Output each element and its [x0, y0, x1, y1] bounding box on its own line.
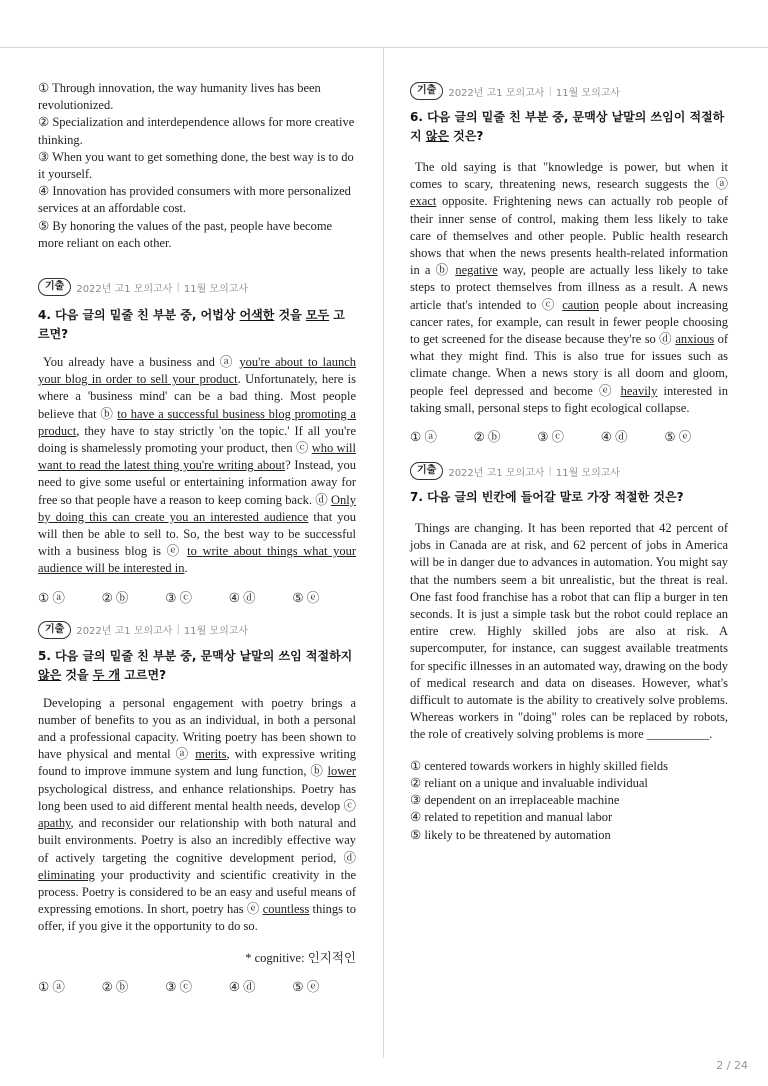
q7-option-3[interactable]: ③ dependent on an irreplaceable machine	[410, 793, 620, 808]
q7-option-2[interactable]: ② reliant on a unique and invaluable individual	[410, 775, 648, 790]
past-exam-badge: 기출	[38, 621, 71, 639]
past-exam-badge: 기출	[410, 462, 443, 480]
q4-title: 4. 다음 글의 밑줄 친 부분 중, 어법상 어색한 것을 모두 고르면?	[38, 308, 345, 342]
underline-d: anxious	[675, 332, 715, 347]
answer-choice-4[interactable]: ④ ⓓ	[228, 979, 256, 994]
past-exam-badge: 기출	[410, 82, 443, 100]
left-column	[38, 80, 356, 996]
underline-e: countless	[262, 902, 310, 917]
answer-choice-5[interactable]: ⑤ ⓔ	[664, 430, 692, 445]
underline-c: apathy	[38, 816, 71, 831]
answer-choice-4[interactable]: ④ ⓓ	[228, 590, 256, 605]
q3-options	[38, 80, 356, 252]
q7-options	[410, 758, 728, 844]
q4-passage: You already have a business and ⓐ you're about to launch your blog in order to sell your product. Unfortunately, here is where a 'business mind' can be a bad thing. Most people believe that ⓑ to have a successful business blog promoting a product, they have to stay strictly 'on the topic.' If all you're doing is shamelessly promoting your product, then ⓒ who will want to read the latest thing you're writing about? Instead, you need to give some useful or entertaining information away for free so that people have a reason to keep coming back. ⓓ Only by doing this can create you an interested audience that you will then be able to sell to. So, the best way to be successful with a business blog is ⓔ to write about things what your audience will be interested in.	[38, 355, 357, 576]
q4-source-tag: 기출 2022년 고1 모의고사 | 11월 모의고사	[38, 276, 356, 298]
q7-passage: Things are changing. It has been reported that 42 percent of jobs in Canada are at risk, and 62 percent of jobs in America will be in danger due to advances in automation. You might say that the numbers seem a bit unrealistic, but the threat is real. One fast food franchise has a robot that can flip a burger in ten seconds. It is just a simple task but the robot could replace an entire crew. Highly skilled jobs are also at risk. A supercomputer, for instance, can suggest available treatments for specific illnesses in an automated way, drawing on the body of medical research and data on diseases. However, what's difficult to automate is the ability to creatively solve problems. Whereas workers in "doing" roles can be replaced by robots, the role of creatively solving problems is more __________.	[410, 521, 728, 742]
q5-source-tag: 기출 2022년 고1 모의고사 | 11월 모의고사	[38, 619, 356, 641]
answer-choice-2[interactable]: ② ⓑ	[101, 979, 129, 994]
q7-option-1[interactable]: ① centered towards workers in highly skilled fields	[410, 758, 669, 773]
underline-c: caution	[562, 297, 600, 312]
answer-choice-1[interactable]: ① ⓐ	[38, 979, 65, 994]
exam-name: 2022년 고1 모의고사	[76, 283, 173, 295]
answer-choice-1[interactable]: ① ⓐ	[38, 590, 65, 605]
underline-e: to write about things what your audience will be interested in	[38, 544, 356, 576]
header-rule	[0, 47, 768, 48]
q5-footnote: * cognitive: 인지적인	[245, 950, 356, 965]
exam-name: 2022년 고1 모의고사	[76, 626, 173, 638]
answer-choice-1[interactable]: ① ⓐ	[410, 430, 437, 445]
answer-choice-4[interactable]: ④ ⓓ	[600, 430, 628, 445]
past-exam-badge: 기출	[38, 278, 71, 296]
underline-a: you're about to launch your blog in order to sell your product	[38, 355, 356, 387]
answer-choice-5[interactable]: ⑤ ⓔ	[292, 590, 320, 605]
answer-choice-2[interactable]: ② ⓑ	[473, 430, 501, 445]
answer-choice-3[interactable]: ③ ⓒ	[165, 979, 193, 994]
q7-source-tag: 기출 2022년 고1 모의고사 | 11월 모의고사	[410, 460, 728, 482]
exam-month: 11월 모의고사	[183, 283, 249, 295]
exam-month: 11월 모의고사	[555, 467, 621, 479]
right-column	[410, 80, 728, 844]
underline-a: merits	[195, 747, 227, 762]
q3-option-4: ④ Innovation has provided consumers with more personalized services at an affordable cost.	[38, 184, 351, 216]
answer-choice-5[interactable]: ⑤ ⓔ	[292, 979, 320, 994]
answer-choice-3[interactable]: ③ ⓒ	[537, 430, 565, 445]
q7-option-5[interactable]: ⑤ likely to be threatened by automation	[410, 827, 611, 842]
q4-answer-choices	[38, 590, 356, 607]
q6-source-tag: 기출 2022년 고1 모의고사 | 11월 모의고사	[410, 80, 728, 102]
column-divider	[383, 48, 384, 1058]
underline-c: who will want to read the latest thing you're writing about	[38, 441, 356, 473]
q5-passage: Developing a personal engagement with poetry brings a number of benefits to you as an individual, in both a personal and a professional capacity. Writing poetry has been shown to have physical and mental ⓐ merits, with expressive writing found to improve immune system and lung function, ⓑ lower psychological distress, and enhance relationships. Poetry has long been used to aid different mental health needs, develop ⓒ apathy, and reconsider our relationship with both natural and built environments. Poetry is also an incredibly effective way of actively targeting the cognitive development period, ⓓ eliminating your productivity and scientific creativity in the process. Poetry is considered to be an easy and useful means of expressing emotions. In short, poetry has ⓔ countless things to offer, if you give it the opportunity to do so.	[38, 695, 356, 934]
exam-name: 2022년 고1 모의고사	[448, 467, 545, 479]
underline-b: negative	[455, 263, 498, 278]
underline-d: eliminating	[38, 867, 95, 882]
q3-option-5: ⑤ By honoring the values of the past, people have become more reliant on each other.	[38, 218, 333, 250]
exam-name: 2022년 고1 모의고사	[448, 87, 545, 99]
q3-option-1: ① Through innovation, the way humanity lives has been revolutionized.	[38, 81, 321, 113]
q3-option-3: ③ When you want to get something done, the best way is to do it yourself.	[38, 149, 354, 182]
answer-choice-3[interactable]: ③ ⓒ	[165, 590, 193, 605]
q7-option-4[interactable]: ④ related to repetition and manual labor	[410, 810, 613, 825]
underline-e: heavily	[620, 383, 658, 398]
underline-a: exact	[410, 194, 437, 209]
page-number: 2 / 24	[716, 1059, 748, 1072]
underline-b: lower	[327, 764, 356, 779]
q5-title: 5. 다음 글의 밑줄 친 부분 중, 문맥상 낱말의 쓰임 적절하지 않은 것을 두 개 고르면?	[38, 648, 353, 682]
answer-choice-2[interactable]: ② ⓑ	[101, 590, 129, 605]
q6-passage: The old saying is that "knowledge is power, but when it comes to scary, threatening news, research suggests the ⓐ exact opposite. Frightening news can actually rob people of their inner sense of control, making them less likely to take care of themselves and other people. Public health research shows that when the news presents health-related information in a ⓑ negative way, people are actually less likely to take steps to protect themselves from illness as a result. A news article that's intended to ⓒ caution people about increasing cancer rates, for example, can result in fewer people choosing to get screened for the disease because they're so ⓓ anxious of what they might find. This is also true for issues such as climate change. When a news story is all doom and gloom, people feel depressed and become ⓔ heavily interested in taking small, personal steps to fight ecological collapse.	[410, 160, 728, 415]
underline-d: Only by doing this can create you an interested audience	[38, 492, 356, 524]
exam-month: 11월 모의고사	[555, 87, 621, 99]
q7-title: 7. 다음 글의 빈칸에 들어갈 말로 가장 적절한 것은?	[410, 490, 684, 505]
underline-b: to have a successful business blog promoting a product	[38, 406, 356, 438]
q3-option-2: ② Specialization and interdependence allows for more creative thinking.	[38, 115, 355, 147]
q6-answer-choices	[410, 429, 728, 446]
q5-answer-choices	[38, 979, 356, 996]
q6-title: 6. 다음 글의 밑줄 친 부분 중, 문맥상 낱말의 쓰임이 적절하지 않은 것은?	[410, 110, 725, 143]
exam-month: 11월 모의고사	[183, 626, 249, 638]
